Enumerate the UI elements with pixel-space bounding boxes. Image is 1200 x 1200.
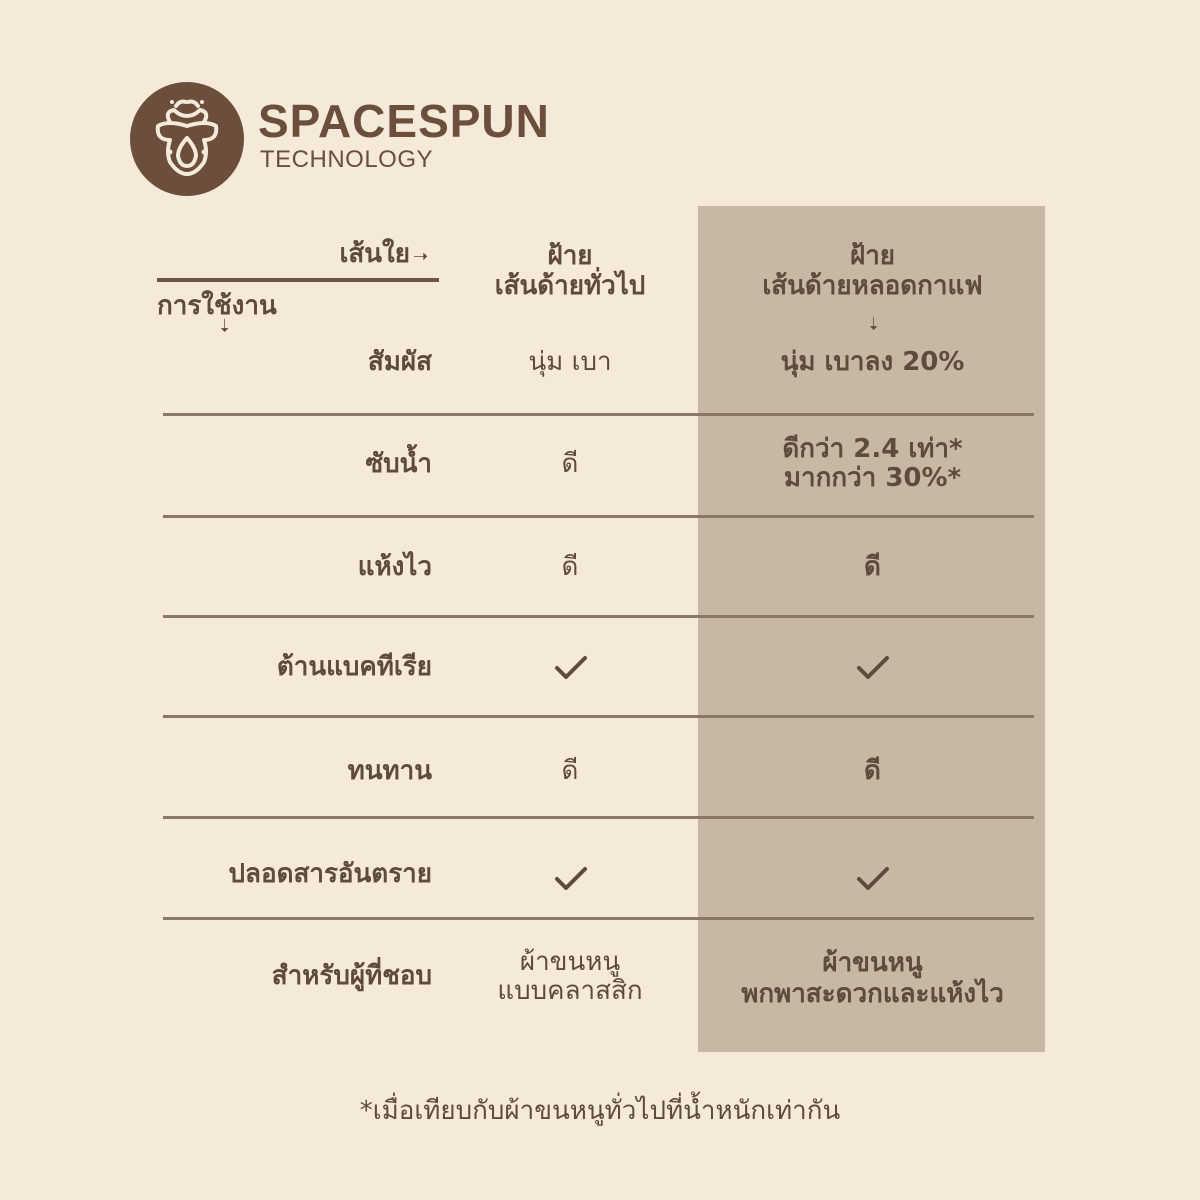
column-header-regular: ฝ้าย เส้นด้ายทั่วไป [494,241,646,301]
footnote: *เมื่อเทียบกับผ้าขนหนูทั่วไปที่น้ำหนักเท่ากัน [359,1096,841,1126]
row-label-chemical-free: ปลอดสารอันตราย [228,859,432,889]
down-arrow-icon: ➝ [213,317,235,333]
row-divider [163,515,1034,518]
row-preferred-coffee: ผ้าขนหนู พกพาสะดวกและแห้งไว [741,948,1004,1010]
row-divider [163,917,1034,920]
header-divider [157,278,439,282]
highlight-column [698,206,1045,1052]
row-label-absorb: ซับน้ำ [365,449,432,479]
row-absorb-coffee: ดีกว่า 2.4 เท่า* มากกว่า 30%* [782,434,963,493]
row-label-durable: ทนทาน [347,756,432,786]
row-label-touch: สัมผัส [367,347,432,377]
row-quick-dry-regular: ดี [561,552,579,582]
row-touch-coffee: นุ่ม เบาลง 20% [780,347,965,377]
row-absorb-regular: ดี [561,449,579,479]
usage-header-label: การใช้งาน [157,291,277,321]
check-icon [554,866,588,892]
row-label-antibacterial: ต้านแบคทีเรีย [276,652,432,682]
row-durable-coffee: ดี [864,756,881,786]
brand-logo-icon [130,82,244,196]
fiber-header-label: เส้นใย [339,239,410,269]
row-divider [163,615,1034,618]
check-icon [856,655,890,681]
row-durable-regular: ดี [561,756,579,786]
check-icon [554,655,588,681]
row-divider [163,715,1034,718]
down-arrow-icon: ➝ [862,315,884,331]
row-quick-dry-coffee: ดี [864,552,881,582]
row-divider [163,413,1034,416]
right-arrow-icon: ➝ [413,246,429,267]
row-divider [163,816,1034,819]
row-label-quick-dry: แห้งไว [357,552,432,582]
brand-subtitle: TECHNOLOGY [260,146,434,173]
column-header-coffee: ฝ้าย เส้นด้ายหลอดกาแฟ [762,241,983,301]
brand-name: SPACESPUN [258,95,550,147]
row-touch-regular: นุ่ม เบา [528,347,612,377]
row-label-preferred-by: สำหรับผู้ที่ชอบ [271,961,432,991]
check-icon [856,866,890,892]
row-preferred-regular: ผ้าขนหนู แบบคลาสสิก [497,947,643,1006]
